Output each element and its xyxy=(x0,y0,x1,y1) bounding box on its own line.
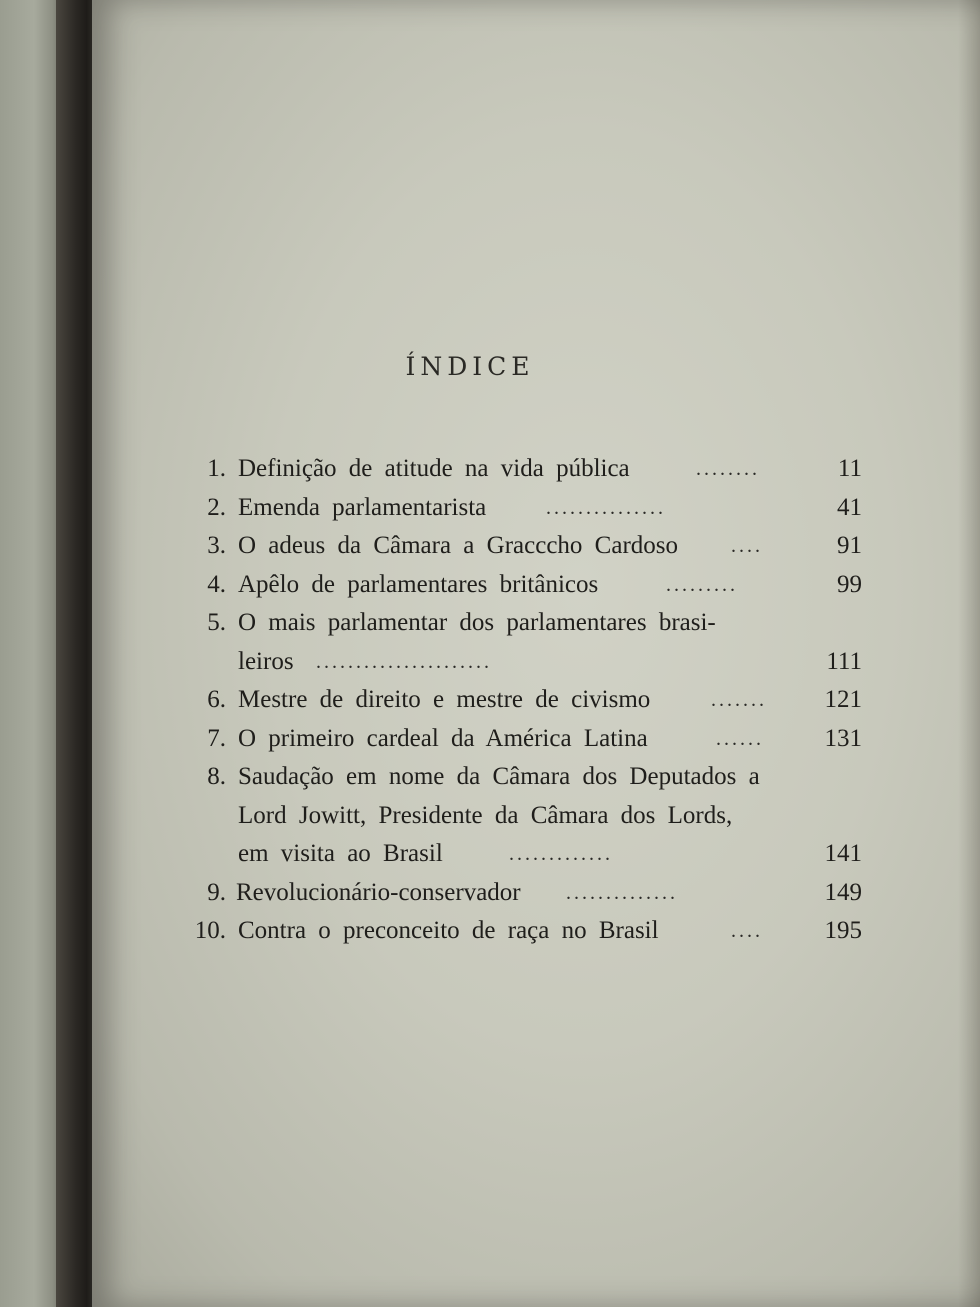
entry-page: 99 xyxy=(837,570,862,598)
entry-title: Revolucionário-conservador xyxy=(236,878,521,906)
entry-title: Emenda parlamentarista xyxy=(238,493,487,521)
entry-page: 91 xyxy=(837,532,862,559)
toc-entry-7 xyxy=(176,720,876,759)
entry-page: 121 xyxy=(824,686,862,713)
toc-line xyxy=(176,450,876,489)
dot-leader: ...................... xyxy=(316,650,492,673)
entry-number: 4. xyxy=(207,570,226,598)
entry-number: 10. xyxy=(194,917,226,944)
toc-entry-2 xyxy=(176,489,876,528)
page-title: ÍNDICE xyxy=(405,352,535,381)
toc-entry-8 xyxy=(176,758,876,874)
entry-title: O mais parlamentar dos parlamentares brasi- xyxy=(238,609,716,636)
dot-leader: .... xyxy=(731,920,763,942)
toc-entry-10 xyxy=(176,912,876,951)
toc-entry-3 xyxy=(176,527,876,566)
table-of-contents xyxy=(176,450,876,951)
dot-leader: ......... xyxy=(666,573,738,596)
toc-line xyxy=(176,720,876,759)
toc-line xyxy=(176,681,876,720)
entry-number: 1. xyxy=(207,455,226,482)
toc-entry-9 xyxy=(176,874,876,913)
toc-entry-6 xyxy=(176,681,876,720)
entry-number: 5. xyxy=(207,609,226,636)
toc-line xyxy=(176,489,876,528)
toc-line xyxy=(176,566,876,605)
entry-title-continued: leiros xyxy=(238,647,294,675)
dot-leader: ........ xyxy=(696,458,760,480)
entry-page: 195 xyxy=(824,917,862,944)
entry-title: Saudação em nome da Câmara dos Deputados a xyxy=(238,763,760,790)
toc-line xyxy=(176,797,876,836)
dot-leader: .............. xyxy=(566,881,678,904)
toc-line xyxy=(176,758,876,797)
entry-number: 6. xyxy=(207,686,226,713)
dot-leader: ............... xyxy=(546,496,666,519)
entry-title: Definição de atitude na vida pública xyxy=(238,455,630,482)
dot-leader: ............. xyxy=(509,843,613,865)
left-page-edge xyxy=(0,0,62,1307)
entry-title: Mestre de direito e mestre de civismo xyxy=(238,686,651,713)
toc-line xyxy=(176,604,876,643)
toc-line xyxy=(176,527,876,566)
entry-title: O primeiro cardeal da América Latina xyxy=(238,724,648,752)
entry-title-continued: em visita ao Brasil xyxy=(238,840,443,867)
toc-entry-4 xyxy=(176,566,876,605)
toc-entry-5 xyxy=(176,604,876,681)
toc-entry-1 xyxy=(176,450,876,489)
entry-number: 3. xyxy=(207,532,226,559)
toc-line xyxy=(176,643,876,682)
entry-page: 41 xyxy=(837,493,862,521)
dot-leader: ...... xyxy=(716,727,764,750)
dot-leader: .... xyxy=(731,535,763,557)
toc-line xyxy=(176,835,876,874)
entry-number: 9. xyxy=(207,878,226,906)
entry-number: 2. xyxy=(207,493,226,521)
entry-number: 7. xyxy=(207,724,226,752)
entry-title: O adeus da Câmara a Gracccho Cardoso xyxy=(238,532,678,559)
entry-page: 149 xyxy=(824,878,862,906)
entry-title-continued: Lord Jowitt, Presidente da Câmara dos Lords, xyxy=(238,801,733,829)
page-edge-shadow xyxy=(958,0,980,1307)
entry-page: 11 xyxy=(837,455,862,482)
entry-title: Contra o preconceito de raça no Brasil xyxy=(238,917,659,944)
entry-page: 131 xyxy=(824,724,862,752)
entry-title: Apêlo de parlamentares britânicos xyxy=(238,570,599,598)
dot-leader: ....... xyxy=(711,689,767,711)
entry-page: 141 xyxy=(824,840,862,867)
toc-line xyxy=(176,912,876,951)
entry-number: 8. xyxy=(207,763,226,790)
toc-line xyxy=(176,874,876,913)
entry-page: 111 xyxy=(826,647,862,675)
